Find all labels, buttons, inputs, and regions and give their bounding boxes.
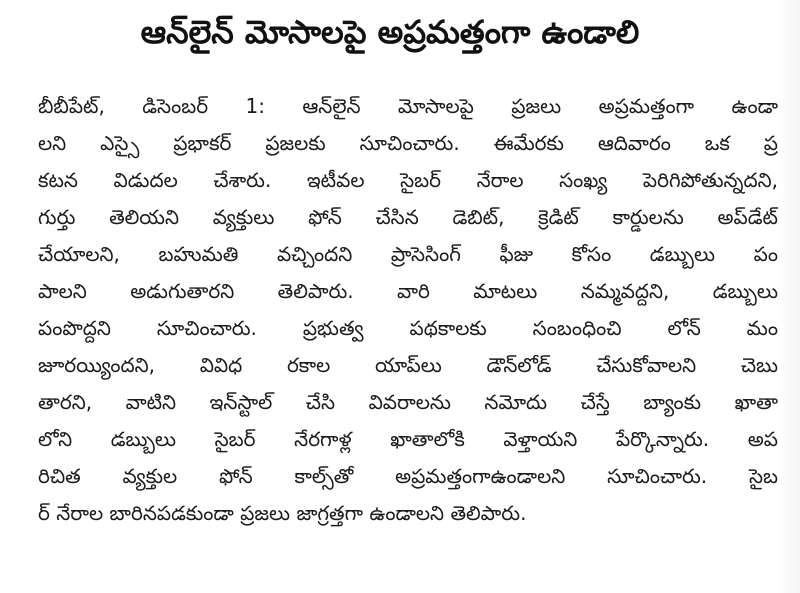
article-headline: ఆన్‌లైన్ మోసాలపై అప్రమత్తంగా ఉండాలి	[140, 13, 640, 51]
article-line: పాలని అడుగుతారని తెలిపారు. వారి మాటలు నమ్మవద్దని, డబ్బులు	[38, 279, 778, 303]
article-line: జూరయ్యిందని, వివిధ రకాల యాప్‌లు డౌన్‌లోడ్ చేసుకోవాలని చెబు	[38, 353, 778, 377]
article-line: కటన విడుదల చేశారు. ఇటీవల సైబర్ నేరాల సంఖ్య పెరిగిపోతున్నదని,	[38, 168, 778, 192]
article-line: చేయాలని, బహుమతి వచ్చిందని ప్రాసెసింగ్ ఫీజు కోసం డబ్బులు పం	[38, 242, 778, 266]
article-line: లోని డబ్బులు సైబర్ నేరగాళ్ల ఖాతాలోకి వెళ్తాయని పేర్కొన్నారు. అప	[38, 427, 778, 451]
article-body	[38, 88, 778, 532]
article-line: తారని, వాటిని ఇన్‌స్టాల్ చేసి వివరాలను నమోదు చేస్తే బ్యాంకు ఖాతా	[38, 390, 778, 414]
article-line: పంపొద్దని సూచించారు. ప్రభుత్వ పథకాలకు సంబంధించి లోన్ మం	[38, 316, 778, 340]
article-line: గుర్తు తెలియని వ్యక్తులు ఫోన్ చేసిన డెబిట్, క్రెడిట్ కార్డులను అప్‌డేట్	[38, 205, 778, 229]
article-line: రిచిత వ్యక్తుల ఫోన్ కాల్స్‌తో అప్రమత్తంగాఉండాలని సూచించారు. సైబ	[38, 464, 778, 488]
page-edge-shadow	[780, 0, 800, 593]
article-line: ర్ నేరాల బారినపడకుండా ప్రజలు జాగ్రత్తగా ఉండాలని తెలిపారు.	[38, 501, 527, 525]
article-line: బీబీపేట్, డిసెంబర్ 1: ఆన్‌లైన్ మోసాలపై ప్రజలు అప్రమత్తంగా ఉండా	[38, 94, 778, 118]
article-line: లని ఎస్సై ప్రభాకర్ ప్రజలకు సూచించారు. ఈమేరకు ఆదివారం ఒక ప్ర	[38, 131, 778, 155]
